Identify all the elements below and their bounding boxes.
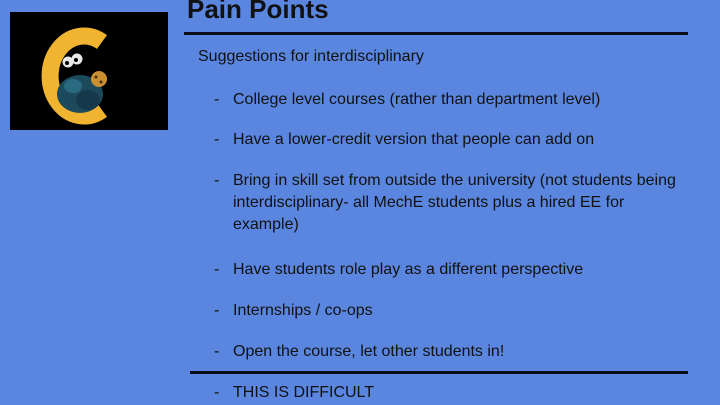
- slide-subtitle: Suggestions for interdisciplinary: [198, 48, 424, 65]
- bullet-item: [214, 300, 684, 322]
- slide-title: Pain Points: [187, 0, 329, 24]
- bullet-marker: -: [214, 384, 220, 401]
- bullet-item: [214, 382, 684, 404]
- bullet-item: [214, 170, 684, 236]
- bullet-item: [214, 259, 684, 281]
- bullet-marker: -: [214, 131, 220, 148]
- cookie-monster-icon: [10, 12, 168, 130]
- bullet-text: Open the course, let other students in!: [233, 343, 505, 360]
- bullet-text: Internships / co-ops: [233, 302, 373, 319]
- divider-top: [184, 32, 688, 35]
- bullet-marker: -: [214, 172, 220, 189]
- bullet-text: Have students role play as a different perspective: [233, 261, 584, 278]
- bullet-marker: -: [214, 91, 220, 108]
- divider-bottom: [190, 371, 688, 374]
- bullet-text: Bring in skill set from outside the university (not students being interdisciplinary- all MechE students plus a hired EE for example): [233, 172, 676, 233]
- bullet-item: [214, 129, 684, 151]
- bullet-item: [214, 341, 684, 363]
- bullet-marker: -: [214, 302, 220, 319]
- logo: [10, 12, 168, 130]
- bullet-marker: -: [214, 343, 220, 360]
- bullet-item: [214, 89, 684, 111]
- bullet-marker: -: [214, 261, 220, 278]
- bullet-text: THIS IS DIFFICULT: [233, 384, 375, 401]
- bullet-text: College level courses (rather than department level): [233, 91, 601, 108]
- bullet-text: Have a lower-credit version that people can add on: [233, 131, 595, 148]
